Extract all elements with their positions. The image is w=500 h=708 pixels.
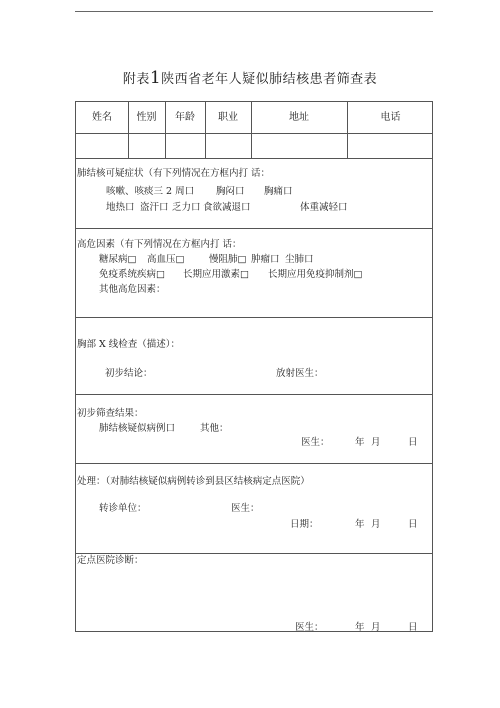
symptom-chest-tightness: 胸闷口 xyxy=(216,186,245,197)
header-address: 地址 xyxy=(289,112,309,123)
handling-doctor: 医生： xyxy=(231,503,260,514)
screening-heading: 初步筛查结果： xyxy=(77,408,144,419)
screening-year: 年 xyxy=(355,437,365,448)
header-gender: 性别 xyxy=(136,112,157,123)
screening-doctor: 医生： xyxy=(301,437,330,448)
title-prefix: 附表 xyxy=(122,72,150,87)
title-number: 1 xyxy=(149,68,162,88)
symptom-night-sweat: 盗汗口 xyxy=(140,202,169,213)
handling-month: 月 xyxy=(371,519,381,530)
diagnosis-heading: 定点医院诊断： xyxy=(77,555,144,566)
risk-diabetes: 糖尿病□ xyxy=(99,254,137,265)
symptoms-heading: 肺结核可疑症状（有下列情况在方框内打 话： xyxy=(77,168,271,179)
risk-pneumoconiosis: 尘肺口 xyxy=(285,254,314,265)
diagnosis-year: 年 xyxy=(355,622,365,633)
risk-heading: 高危因素（有下列情况在方框内打 话： xyxy=(77,239,242,250)
xray-heading: 胸部 X 线检查（描述）： xyxy=(77,339,181,350)
diagnosis-doctor: 医生： xyxy=(295,622,324,633)
xray-conclusion: 初步结论： xyxy=(105,368,153,379)
risk-immune-disease: 免疫系统疾病□ xyxy=(99,269,165,280)
symptom-weight-loss: 体重减轻口 xyxy=(300,202,348,213)
risk-other: 其他高危因素： xyxy=(99,284,166,295)
risk-tumor: 肿瘤口 xyxy=(251,254,280,265)
risk-long-term-steroid: 长期应用激素□ xyxy=(183,269,249,280)
risk-copd: 慢阻肺□ xyxy=(209,254,247,265)
symptom-appetite-loss: 食欲减退口 xyxy=(203,202,251,213)
screening-suspect-case: 肺结核疑似病例口 xyxy=(99,423,176,434)
handling-day: 日 xyxy=(408,519,418,530)
header-name: 姓名 xyxy=(92,112,112,123)
screening-other: 其他： xyxy=(200,423,229,434)
risk-immunosuppressant: 长期应用免疫抑制剂□ xyxy=(268,269,363,280)
diagnosis-month: 月 xyxy=(371,622,381,633)
symptom-fatigue: 乏力口 xyxy=(172,202,201,213)
form-title xyxy=(0,68,500,88)
handling-heading: 处理：（对肺结核疑似病例转诊到县区结核病定点医院） xyxy=(77,476,310,487)
symptom-fever: 地热口 xyxy=(106,202,135,213)
xray-doctor: 放射医生： xyxy=(276,368,324,379)
handling-date: 日期： xyxy=(290,519,319,530)
risk-hypertension: 高血压□ xyxy=(147,254,185,265)
top-rule xyxy=(75,11,433,12)
symptom-cough: 咳嗽、咳痰三 2 周口 xyxy=(106,186,195,197)
diagnosis-day: 日 xyxy=(408,622,418,633)
screening-month: 月 xyxy=(371,437,381,448)
handling-year: 年 xyxy=(355,519,365,530)
screening-form xyxy=(75,101,433,632)
screening-day: 日 xyxy=(408,437,418,448)
header-occupation: 职业 xyxy=(218,112,238,123)
handling-referral-unit: 转诊单位： xyxy=(99,503,147,514)
title-text: 陕西省老年人疑似肺结核患者筛查表 xyxy=(161,72,378,87)
header-age: 年龄 xyxy=(175,112,195,123)
header-phone: 电话 xyxy=(380,112,401,123)
symptom-chest-pain: 胸痛口 xyxy=(264,186,293,197)
